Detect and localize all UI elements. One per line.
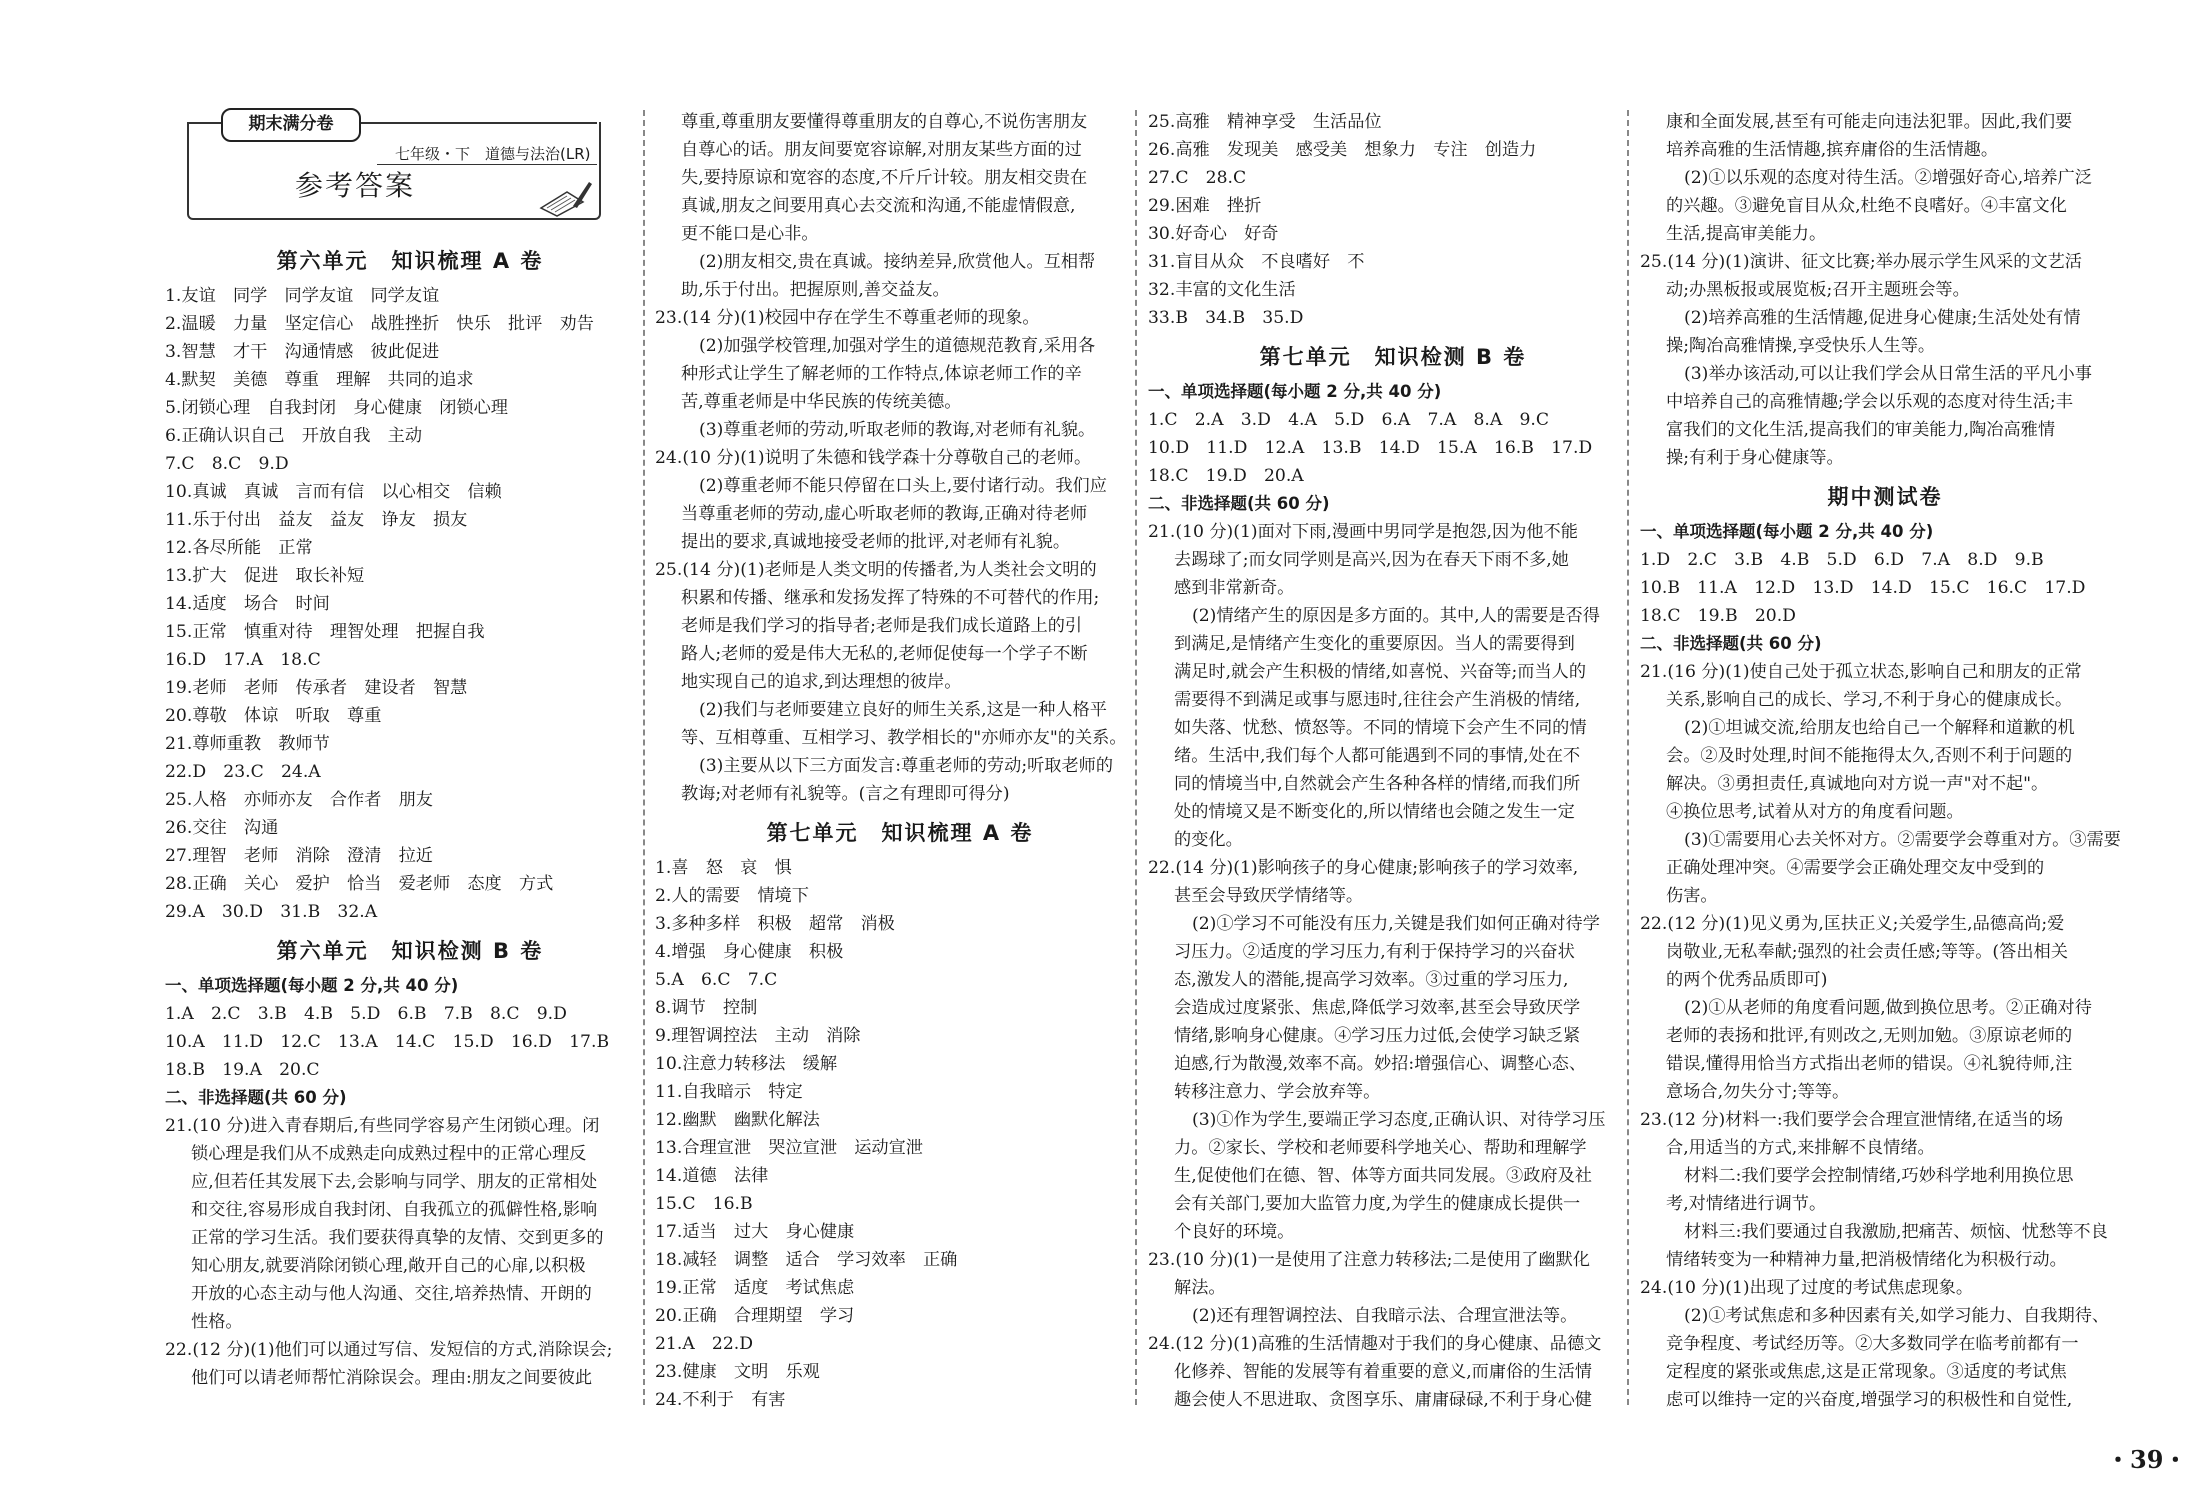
text-line: 7.C 8.C 9.D <box>165 454 289 474</box>
text-line: 20.正确 合理期望 学习 <box>655 1306 855 1326</box>
answer-paragraph <box>1148 602 1638 854</box>
text-line: 25.高雅 精神享受 生活品位 <box>1148 112 1382 132</box>
text-line: ④换位思考,试着从对方的角度看问题。 <box>1666 802 1964 822</box>
text-line: 考,对情绪进行调节。 <box>1666 1194 1827 1214</box>
text-line: 尊重,尊重朋友要懂得尊重朋友的自尊心,不说伤害朋友 <box>681 112 1088 132</box>
text-line: 3.多种多样 积极 超常 消极 <box>655 914 895 934</box>
answer-paragraph <box>655 304 1145 332</box>
section-title: 第六单元 知识梳理 A 卷 <box>276 249 544 273</box>
text-line: 23.(14 分)(1)校园中存在学生不尊重老师的现象。 <box>655 308 1040 328</box>
answer-paragraph <box>1640 910 2130 994</box>
text-line: 正确处理冲突。④需要学会正确处理交友中受到的 <box>1666 858 2045 878</box>
text-line: 种形式让学生了解老师的工作特点,体谅老师工作的辛 <box>681 364 1082 384</box>
text-line: 竞争程度、考试经历等。②大多数同学在临考前都有一 <box>1666 1334 2079 1354</box>
text-line: 岗敬业,无私奉献;强烈的社会责任感;等等。(答出相关 <box>1666 942 2068 962</box>
text-line: 解决。③勇担责任,真诚地向对方说一声"对不起"。 <box>1666 774 2049 794</box>
answer-paragraph <box>165 1112 655 1336</box>
text-line: 合,用适当的方式,来排解不良情绪。 <box>1666 1138 1935 1158</box>
text-line: (2)朋友相交,贵在真诚。接纳差异,欣赏他人。互相帮 <box>699 252 1096 272</box>
answer-paragraph <box>655 108 1145 248</box>
text-line: 个良好的环境。 <box>1174 1222 1295 1242</box>
text-line: (2)①从老师的角度看问题,做到换位思考。②正确对待 <box>1684 998 2092 1018</box>
text-line: 感到非常新奇。 <box>1174 578 1295 598</box>
text-line: 的兴趣。③避免盲目从众,杜绝不良嗜好。④丰富文化 <box>1666 196 2067 216</box>
text-line: 6.正确认识自己 开放自我 主动 <box>165 426 423 446</box>
text-line: 12.幽默 幽默化解法 <box>655 1110 820 1130</box>
text-line: 25.(14 分)(1)演讲、征文比赛;举办展示学生风采的文艺活 <box>1640 252 2082 272</box>
text-line: 5.A 6.C 7.C <box>655 970 778 990</box>
text-line: (3)尊重老师的劳动,听取老师的教诲,对老师有礼貌。 <box>699 420 1096 440</box>
text-line: 动;办黑板报或展览板;召开主题班会等。 <box>1666 280 1970 300</box>
text-line: 迫感,行为散漫,效率不高。妙招:增强信心、调整心态、 <box>1174 1054 1587 1074</box>
text-line: 14.适度 场合 时间 <box>165 594 330 614</box>
answer-paragraph <box>1640 304 2130 360</box>
subheading: 一、单项选择题(每小题 2 分,共 40 分) <box>165 976 459 995</box>
text-line: 解法。 <box>1174 1278 1226 1298</box>
text-line: 25.人格 亦师亦友 合作者 朋友 <box>165 790 433 810</box>
text-line: 和交往,容易形成自我封闭、自我孤立的孤僻性格,影响 <box>191 1200 598 1220</box>
text-line: (2)①坦诚交流,给朋友也给自己一个解释和道歉的机 <box>1684 718 2075 738</box>
text-line: 他们可以请老师帮忙消除误会。理由:朋友之间要彼此 <box>191 1368 593 1388</box>
text-line: 自尊心的话。朋友间要宽容谅解,对朋友某些方面的过 <box>681 140 1082 160</box>
text-line: 提出的要求,真诚地接受老师的批评,对老师有礼貌。 <box>681 532 1071 552</box>
text-line: 失,要持原谅和宽容的态度,不斤斤计较。朋友相交贵在 <box>681 168 1088 188</box>
text-line: 定程度的紧张或焦虑,这是正常现象。③适度的考试焦 <box>1666 1362 2067 1382</box>
answer-paragraph <box>165 1336 655 1392</box>
column-1 <box>165 108 655 1392</box>
text-line: 甚至会导致厌学情绪等。 <box>1174 886 1364 906</box>
text-line: 的两个优秀品质即可) <box>1666 970 1828 990</box>
text-line: 路人;老师的爱是伟大无私的,老师促使每一个学子不断 <box>681 644 1088 664</box>
text-line: 虑可以维持一定的兴奋度,增强学习的积极性和自觉性, <box>1666 1390 2073 1410</box>
pen-paper-icon <box>537 178 593 227</box>
text-line: 25.(14 分)(1)老师是人类文明的传播者,为人类社会文明的 <box>655 560 1097 580</box>
text-line: 教诲;对老师有礼貌等。(言之有理即可得分) <box>681 784 1010 804</box>
text-line: 20.尊敬 体谅 听取 尊重 <box>165 706 382 726</box>
text-line: 性格。 <box>191 1312 243 1332</box>
answer-paragraph <box>655 332 1145 416</box>
answer-paragraph <box>1640 826 2130 910</box>
column-3 <box>1148 108 1638 1414</box>
text-line: 14.道德 法律 <box>655 1166 769 1186</box>
text-line: 材料三:我们要通过自我激励,把痛苦、烦恼、忧愁等不良 <box>1684 1222 2108 1242</box>
answer-paragraph <box>655 696 1145 752</box>
text-line: 9.理智调控法 主动 消除 <box>655 1026 861 1046</box>
answer-key-header <box>165 108 655 234</box>
text-line: (2)①学习不可能没有压力,关键是我们如何正确对待学 <box>1192 914 1600 934</box>
text-line: 29.A 30.D 31.B 32.A <box>165 902 378 922</box>
answer-paragraph <box>1148 1302 1638 1330</box>
text-line: (3)①作为学生,要端正学习态度,正确认识、对待学习压 <box>1192 1110 1606 1130</box>
text-line: 操;有利于身心健康等。 <box>1666 448 1844 468</box>
text-line: 3.智慧 才干 沟通情感 彼此促进 <box>165 342 440 362</box>
answer-paragraph <box>655 556 1145 696</box>
answer-paragraph <box>1148 854 1638 910</box>
text-line: (2)①考试焦虑和多种因素有关,如学习能力、自我期待、 <box>1684 1306 2110 1326</box>
answer-paragraph <box>1148 1106 1638 1246</box>
text-line: 培养高雅的生活情趣,摈弃庸俗的生活情趣。 <box>1666 140 1999 160</box>
text-line: 23.(10 分)(1)一是使用了注意力转移法;二是使用了幽默化 <box>1148 1250 1590 1270</box>
column-4 <box>1640 108 2130 1414</box>
text-line: 如失落、忧愁、愤怒等。不同的情境下会产生不同的情 <box>1174 718 1587 738</box>
text-line: 1.A 2.C 3.B 4.B 5.D 6.B 7.B 8.C 9.D <box>165 1004 567 1024</box>
text-line: 10.注意力转移法 缓解 <box>655 1054 838 1074</box>
text-line: 应,但若任其发展下去,会影响与同学、朋友的正常相处 <box>191 1172 598 1192</box>
text-line: 中培养自己的高雅情趣;学会以乐观的态度对待生活;丰 <box>1666 392 2073 412</box>
answer-paragraph <box>655 248 1145 304</box>
text-line: 态,激发人的潜能,提高学习效率。③过重的学习压力, <box>1174 970 1569 990</box>
text-line: 16.D 17.A 18.C <box>165 650 321 670</box>
text-line: 4.默契 美德 尊重 理解 共同的追求 <box>165 370 474 390</box>
section-title: 第六单元 知识检测 B 卷 <box>276 939 544 963</box>
answer-paragraph <box>655 444 1145 472</box>
subheading: 二、非选择题(共 60 分) <box>1148 494 1330 513</box>
answer-paragraph <box>1640 164 2130 248</box>
text-line: 地实现自己的追求,到达理想的彼岸。 <box>681 672 962 692</box>
answer-paragraph <box>1148 1246 1638 1302</box>
page-number: ・39・ <box>2106 1445 2188 1474</box>
answer-list <box>655 854 1145 1414</box>
text-line: 老师是我们学习的指导者;老师是我们成长道路上的引 <box>681 616 1083 636</box>
answer-paragraph <box>1640 108 2130 164</box>
answer-paragraph <box>1640 1302 2130 1414</box>
text-line: 26.交往 沟通 <box>165 818 279 838</box>
text-line: 会。②及时处理,时间不能拖得太久,否则不利于问题的 <box>1666 746 2073 766</box>
text-line: 23.(12 分)材料一:我们要学会合理宣泄情绪,在适当的场 <box>1640 1110 2064 1130</box>
text-line: 习压力。②适度的学习压力,有利于保持学习的兴奋状 <box>1174 942 1575 962</box>
text-line: 生,促使他们在德、智、体等方面共同发展。③政府及社 <box>1174 1166 1592 1186</box>
text-line: (2)情绪产生的原因是多方面的。其中,人的需要是否得 <box>1192 606 1600 626</box>
text-line: 转移注意力、学会放弃等。 <box>1174 1082 1381 1102</box>
text-line: 22.(14 分)(1)影响孩子的身心健康;影响孩子的学习效率, <box>1148 858 1579 878</box>
text-line: 2.温暖 力量 坚定信心 战胜挫折 快乐 批评 劝告 <box>165 314 594 334</box>
text-line: 18.B 19.A 20.C <box>165 1060 320 1080</box>
text-line: 意场合,勿失分寸;等等。 <box>1666 1082 1850 1102</box>
text-line: 富我们的文化生活,提高我们的审美能力,陶冶高雅情 <box>1666 420 2056 440</box>
text-line: 22.(12 分)(1)他们可以通过写信、发短信的方式,消除误会; <box>165 1340 613 1360</box>
subheading: 一、单项选择题(每小题 2 分,共 40 分) <box>1640 522 1934 541</box>
text-line: 力。②家长、学校和老师要科学地关心、帮助和理解学 <box>1174 1138 1587 1158</box>
text-line: 情绪转变为一种精神力量,把消极情绪化为积极行动。 <box>1666 1250 2067 1270</box>
text-line: 2.人的需要 情境下 <box>655 886 809 906</box>
text-line: 24.不利于 有害 <box>655 1390 786 1410</box>
text-line: 去踢球了;而女同学则是高兴,因为在春天下雨不多,她 <box>1174 550 1569 570</box>
text-line: 22.(12 分)(1)见义勇为,匡扶正义;关爱学生,品德高尚;爱 <box>1640 914 2065 934</box>
text-line: 18.减轻 调整 适合 学习效率 正确 <box>655 1250 958 1270</box>
text-line: 同的情境当中,自然就会产生各种各样的情绪,而我们所 <box>1174 774 1581 794</box>
text-line: 19.老师 老师 传承者 建设者 智慧 <box>165 678 468 698</box>
answer-paragraph <box>1640 248 2130 304</box>
text-line: 生活,提高审美能力。 <box>1666 224 1827 244</box>
subtitle-rule <box>377 164 597 165</box>
text-line: 5.闭锁心理 自我封闭 身心健康 闭锁心理 <box>165 398 508 418</box>
answer-paragraph <box>1640 1218 2130 1274</box>
text-line: 24.(10 分)(1)说明了朱德和钱学森十分尊敬自己的老师。 <box>655 448 1092 468</box>
text-line: 会有关部门,要加大监管力度,为学生的健康成长提供一 <box>1174 1194 1581 1214</box>
text-line: 11.自我暗示 特定 <box>655 1082 803 1102</box>
text-line: 29.困难 挫折 <box>1148 196 1262 216</box>
text-line: 更不能口是心非。 <box>681 224 819 244</box>
answer-paragraph <box>1640 1274 2130 1302</box>
text-line: 24.(12 分)(1)高雅的生活情趣对于我们的身心健康、品德文 <box>1148 1334 1602 1354</box>
text-line: (2)我们与老师要建立良好的师生关系,这是一种人格平 <box>699 700 1107 720</box>
answer-paragraph <box>1640 994 2130 1106</box>
text-line: 13.扩大 促进 取长补短 <box>165 566 365 586</box>
page-title: 参考答案 <box>295 169 416 202</box>
section-title: 第七单元 知识梳理 A 卷 <box>766 821 1034 845</box>
text-line: 10.D 11.D 12.A 13.B 14.D 15.A 16.B 17.D <box>1148 438 1593 458</box>
text-line: 开放的心态主动与他人沟通、交往,培养热情、开朗的 <box>191 1284 592 1304</box>
text-line: 正常的学习生活。我们要获得真挚的友情、交到更多的 <box>191 1228 604 1248</box>
text-line: 操;陶冶高雅情操,享受快乐人生等。 <box>1666 336 1936 356</box>
answer-paragraph <box>1640 714 2130 826</box>
text-line: (2)培养高雅的生活情趣,促进身心健康;生活处处有情 <box>1684 308 2081 328</box>
answer-paragraph <box>1640 1106 2130 1162</box>
text-line: 8.调节 控制 <box>655 998 758 1018</box>
text-line: 21.A 22.D <box>655 1334 754 1354</box>
text-line: 10.A 11.D 12.C 13.A 14.C 15.D 16.D 17.B <box>165 1032 610 1052</box>
text-line: 伤害。 <box>1666 886 1718 906</box>
text-line: 真诚,朋友之间要用真心去交流和沟通,不能虚情假意, <box>681 196 1076 216</box>
text-line: 11.乐于付出 益友 益友 诤友 损友 <box>165 510 468 530</box>
text-line: 错误,懂得用恰当方式指出老师的错误。④礼貌待师,注 <box>1666 1054 2073 1074</box>
text-line: 23.健康 文明 乐观 <box>655 1362 820 1382</box>
text-line: (2)①以乐观的态度对待生活。②增强好奇心,培养广泛 <box>1684 168 2092 188</box>
text-line: 1.友谊 同学 同学友谊 同学友谊 <box>165 286 440 306</box>
text-line: 老师的表扬和批评,有则改之,无则加勉。③原谅老师的 <box>1666 1026 2073 1046</box>
text-line: 10.B 11.A 12.D 13.D 14.D 15.C 16.C 17.D <box>1640 578 2086 598</box>
text-line: 材料二:我们要学会控制情绪,巧妙科学地利用换位思 <box>1684 1166 2074 1186</box>
subheading: 一、单项选择题(每小题 2 分,共 40 分) <box>1148 382 1442 401</box>
text-line: 4.增强 身心健康 积极 <box>655 942 844 962</box>
text-line: 等、互相尊重、互相学习、教学相长的"亦师亦友"的关系。 <box>681 728 1127 748</box>
text-line: 17.适当 过大 身心健康 <box>655 1222 855 1242</box>
text-line: 18.C 19.D 20.A <box>1148 466 1304 486</box>
text-line: (2)还有理智调控法、自我暗示法、合理宣泄法等。 <box>1192 1306 1578 1326</box>
text-line: 27.C 28.C <box>1148 168 1247 188</box>
text-line: 21.(10 分)进入青春期后,有些同学容易产生闭锁心理。闭 <box>165 1116 600 1136</box>
answer-list <box>1148 406 1638 490</box>
text-line: 15.C 16.B <box>655 1194 753 1214</box>
answer-paragraph <box>1640 360 2130 472</box>
text-line: 26.高雅 发现美 感受美 想象力 专注 创造力 <box>1148 140 1537 160</box>
text-line: 需要得不到满足或事与愿违时,往往会产生消极的情绪, <box>1174 690 1581 710</box>
text-line: 助,乐于付出。把握原则,善交益友。 <box>681 280 950 300</box>
section-title: 期中测试卷 <box>1827 485 1943 509</box>
text-line: 满足时,就会产生积极的情绪,如喜悦、兴奋等;而当人的 <box>1174 662 1587 682</box>
text-line: 1.喜 怒 哀 惧 <box>655 858 792 878</box>
text-line: (3)主要从以下三方面发言:尊重老师的劳动;听取老师的 <box>699 756 1114 776</box>
text-line: 21.尊师重教 教师节 <box>165 734 330 754</box>
text-line: 1.D 2.C 3.B 4.B 5.D 6.D 7.A 8.D 9.B <box>1640 550 2044 570</box>
text-line: 30.好奇心 好奇 <box>1148 224 1279 244</box>
text-line: 18.C 19.B 20.D <box>1640 606 1796 626</box>
text-line: 苦,尊重老师是中华民族的传统美德。 <box>681 392 962 412</box>
text-line: 趣会使人不思进取、贪图享乐、庸庸碌碌,不利于身心健 <box>1174 1390 1592 1410</box>
answer-paragraph <box>655 752 1145 808</box>
text-line: 的变化。 <box>1174 830 1243 850</box>
answer-paragraph <box>655 416 1145 444</box>
answer-list <box>165 1000 655 1084</box>
text-line: 到满足,是情绪产生变化的重要原因。当人的需要得到 <box>1174 634 1575 654</box>
text-line: 积累和传播、继承和发扬发挥了特殊的不可替代的作用; <box>681 588 1100 608</box>
subheading: 二、非选择题(共 60 分) <box>1640 634 1822 653</box>
text-line: 19.正常 适度 考试焦虑 <box>655 1278 855 1298</box>
text-line: 会造成过度紧张、焦虑,降低学习效率,甚至会导致厌学 <box>1174 998 1581 1018</box>
text-line: 21.(16 分)(1)使自己处于孤立状态,影响自己和朋友的正常 <box>1640 662 2082 682</box>
answer-paragraph <box>1148 1330 1638 1414</box>
answer-list <box>1148 108 1638 332</box>
answer-paragraph <box>655 472 1145 556</box>
text-line: 1.C 2.A 3.D 4.A 5.D 6.A 7.A 8.A 9.C <box>1148 410 1550 430</box>
subheading: 二、非选择题(共 60 分) <box>165 1088 347 1107</box>
text-line: 锁心理是我们从不成熟走向成熟过程中的正常心理反 <box>191 1144 587 1164</box>
answer-list <box>1640 546 2130 630</box>
text-line: (3)举办该活动,可以让我们学会从日常生活的平凡小事 <box>1684 364 2092 384</box>
text-line: 知心朋友,就要消除闭锁心理,敞开自己的心扉,以积极 <box>191 1256 586 1276</box>
text-line: 27.理智 老师 消除 澄清 拉近 <box>165 846 433 866</box>
text-line: 绪。生活中,我们每个人都可能遇到不同的事情,处在不 <box>1174 746 1581 766</box>
text-line: 12.各尽所能 正常 <box>165 538 313 558</box>
text-line: 22.D 23.C 24.A <box>165 762 321 782</box>
text-line: 31.盲目从众 不良嗜好 不 <box>1148 252 1365 272</box>
text-line: 10.真诚 真诚 言而有信 以心相交 信赖 <box>165 482 502 502</box>
text-line: 33.B 34.B 35.D <box>1148 308 1304 328</box>
text-line: 21.(10 分)(1)面对下雨,漫画中男同学是抱怨,因为他不能 <box>1148 522 1578 542</box>
exam-tab: 期末满分卷 <box>221 108 361 142</box>
text-line: 康和全面发展,甚至有可能走向违法犯罪。因此,我们要 <box>1666 112 2073 132</box>
text-line: 当尊重老师的劳动,虚心听取老师的教诲,正确对待老师 <box>681 504 1088 524</box>
answer-paragraph <box>1640 1162 2130 1218</box>
text-line: (2)尊重老师不能只停留在口头上,要付诸行动。我们应 <box>699 476 1107 496</box>
text-line: (3)①需要用心去关怀对方。②需要学会尊重对方。③需要 <box>1684 830 2121 850</box>
text-line: 15.正常 慎重对待 理智处理 把握自我 <box>165 622 485 642</box>
answer-list <box>165 282 655 926</box>
section-title: 第七单元 知识检测 B 卷 <box>1259 345 1527 369</box>
grade-subject: 七年级・下 道德与法治(LR) <box>395 145 591 163</box>
column-2 <box>655 108 1145 1414</box>
text-line: 13.合理宣泄 哭泣宣泄 运动宣泄 <box>655 1138 923 1158</box>
text-line: 24.(10 分)(1)出现了过度的考试焦虑现象。 <box>1640 1278 1974 1298</box>
text-line: 情绪,影响身心健康。④学习压力过低,会使学习缺乏紧 <box>1174 1026 1581 1046</box>
text-line: 处的情境又是不断变化的,所以情绪也会随之发生一定 <box>1174 802 1575 822</box>
text-line: 关系,影响自己的成长、学习,不利于身心的健康成长。 <box>1666 690 2073 710</box>
text-line: 32.丰富的文化生活 <box>1148 280 1296 300</box>
answer-paragraph <box>1148 910 1638 1106</box>
answer-paragraph <box>1148 518 1638 602</box>
answer-paragraph <box>1640 658 2130 714</box>
text-line: (2)加强学校管理,加强对学生的道德规范教育,采用各 <box>699 336 1096 356</box>
text-line: 化修养、智能的发展等有着重要的意义,而庸俗的生活情 <box>1174 1362 1592 1382</box>
text-line: 28.正确 关心 爱护 恰当 爱老师 态度 方式 <box>165 874 554 894</box>
